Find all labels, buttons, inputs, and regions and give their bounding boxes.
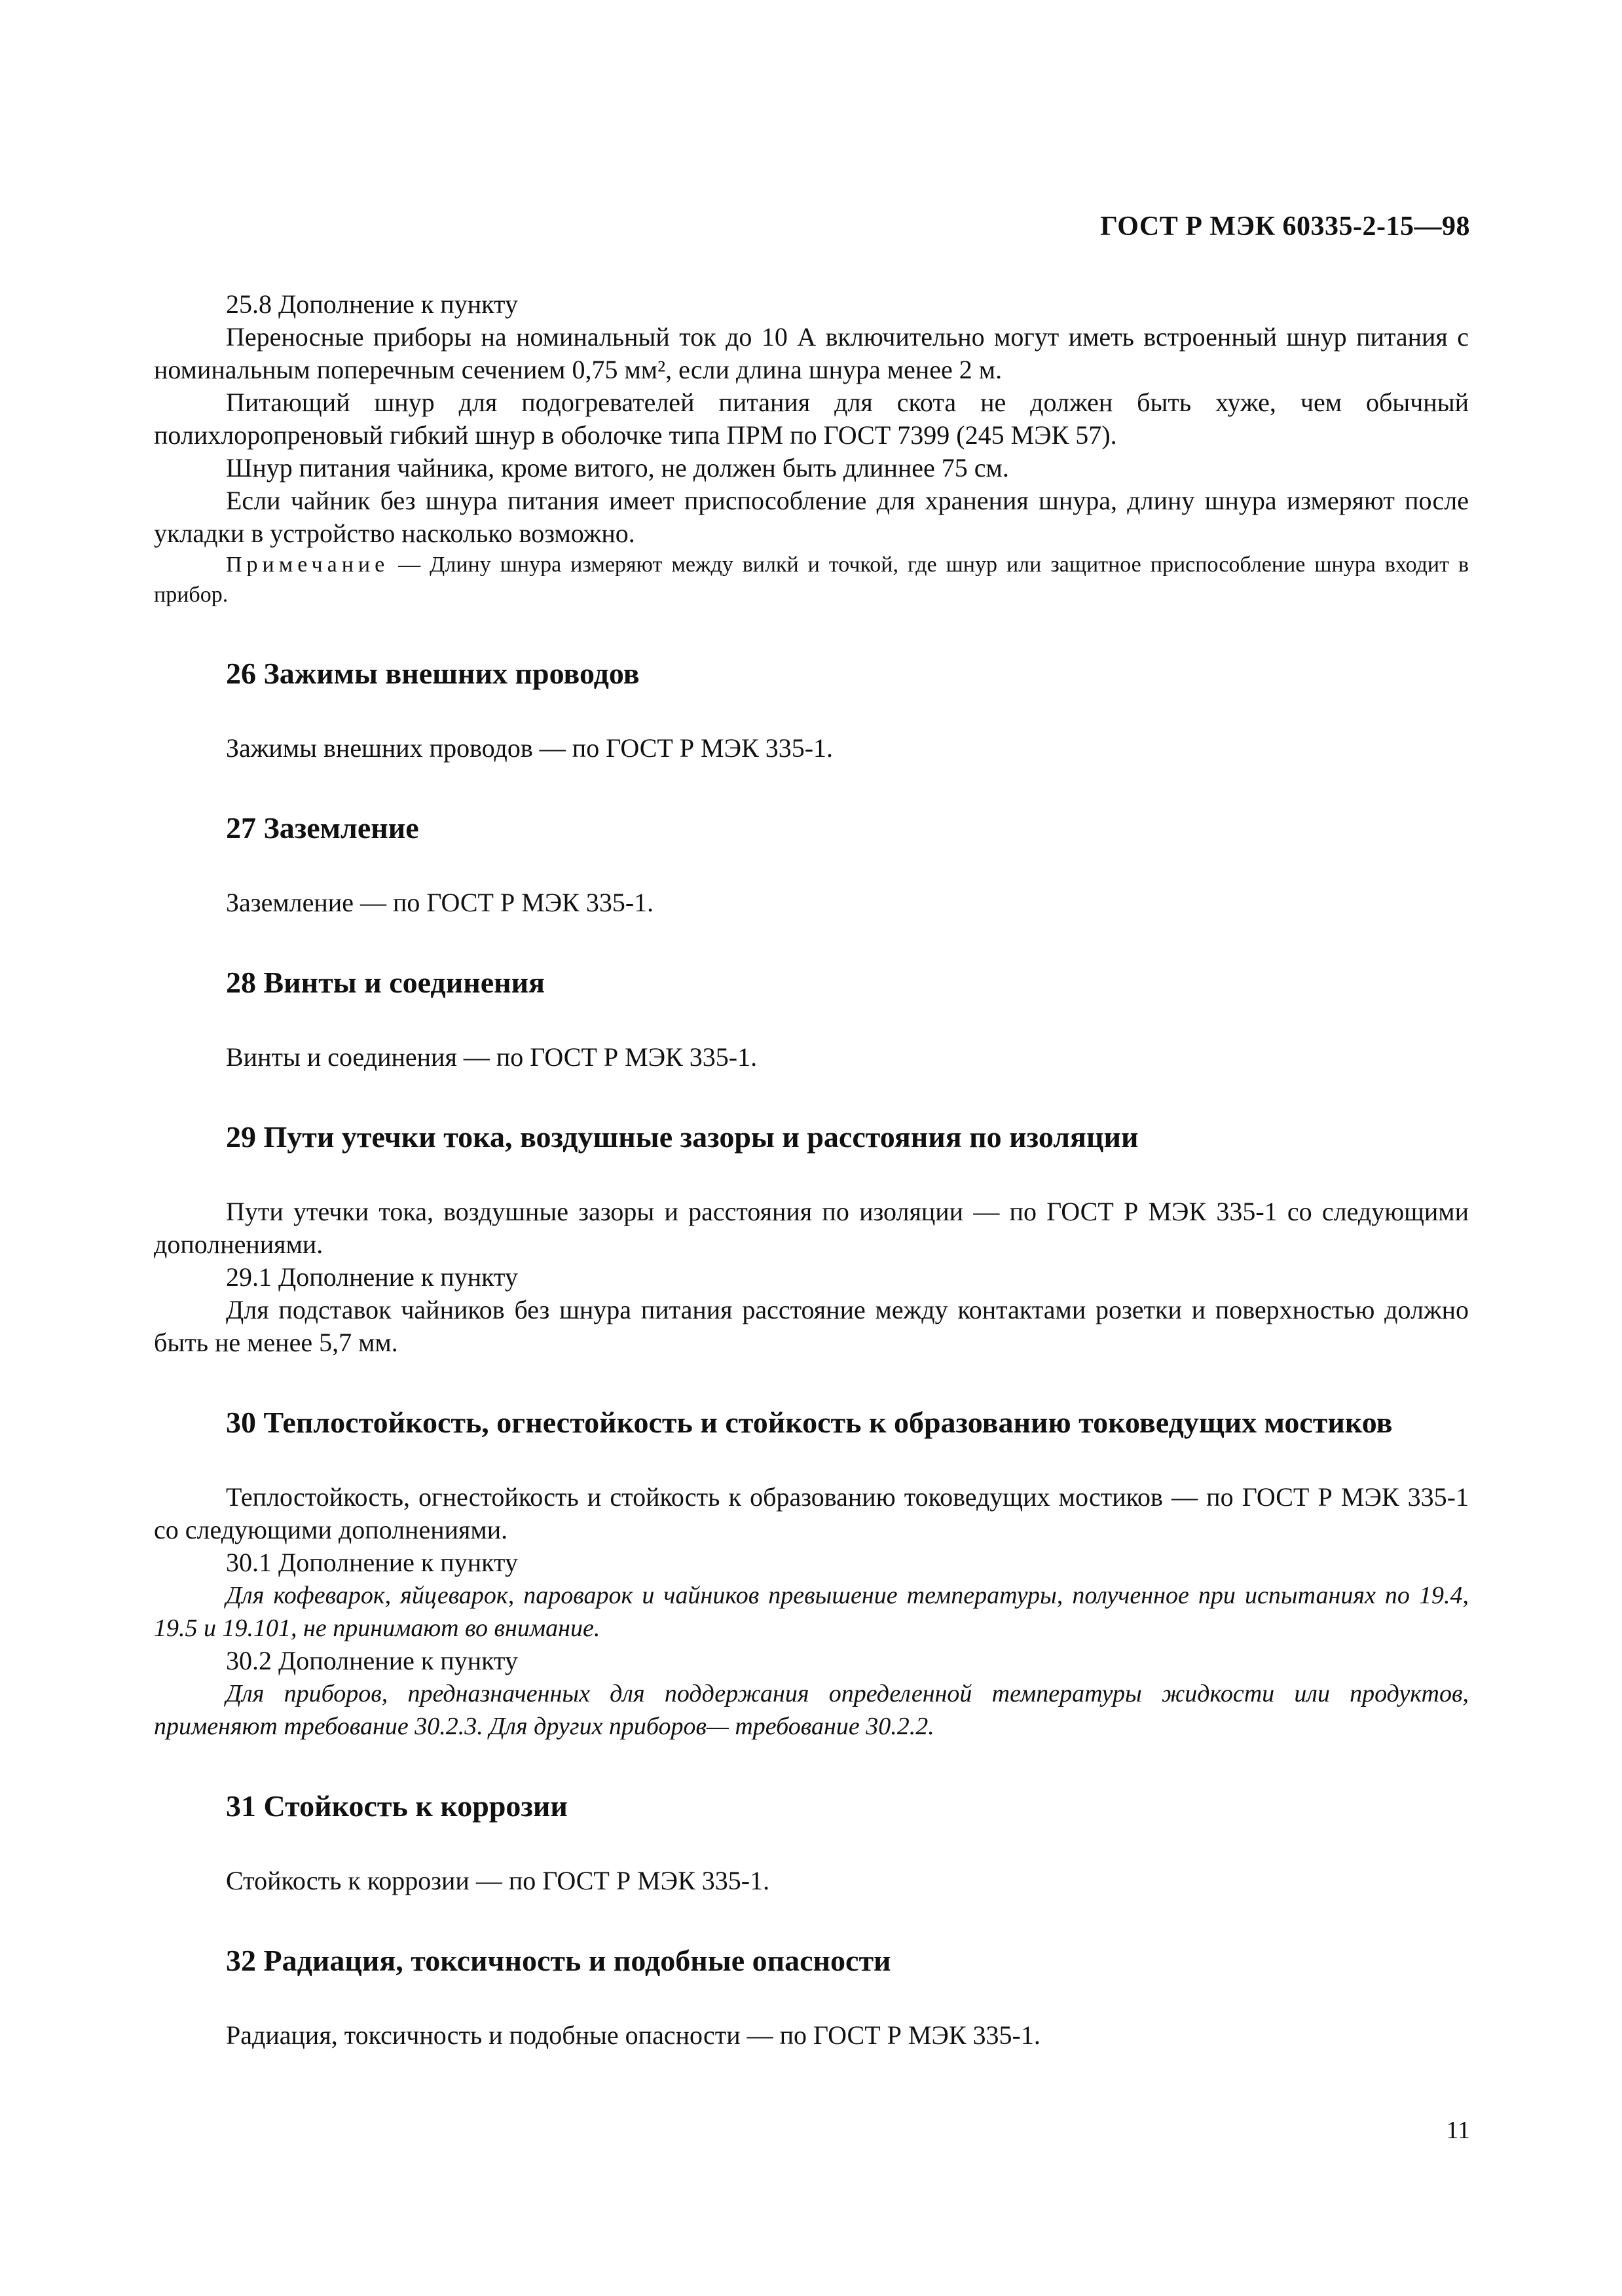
clause-30-2-title: 30.2 Дополнение к пункту (226, 1646, 518, 1675)
section-32-heading: 32 Радиация, токсичность и подобные опасности (226, 1944, 891, 1977)
clause-30-1-body: Для кофеварок, яйцеварок, пароварок и чайников превышение температуры, полученное при испытаниях по 19.4, 19.5 и 19.101, не принимают во внимание. (154, 1582, 1469, 1642)
section-29-body: Пути утечки тока, воздушные зазоры и расстояния по изоляции — по ГОСТ Р МЭК 335-1 со следующими дополнениями. (154, 1197, 1469, 1259)
clause-25-8-paragraph-1: Переносные приборы на номинальный ток до 10 А включительно могут иметь встроенный шнур питания с номинальным поперечным сечением 0,75 мм², если длина шнура менее 2 м. (154, 322, 1469, 384)
section-31-heading: 31 Стойкость к коррозии (226, 1789, 568, 1823)
clause-25-8-paragraph-3: Шнур питания чайника, кроме витого, не должен быть длиннее 75 см. (226, 453, 1009, 483)
clause-25-8-title: 25.8 Дополнение к пункту (226, 289, 518, 319)
clause-25-8-paragraph-2: Питающий шнур для подогревателей питания для скота не должен быть хуже, чем обычный полихлоропреновый гибкий шнур в оболочке типа ПРМ по ГОСТ 7399 (245 МЭК 57). (154, 388, 1469, 450)
section-27-body: Заземление — по ГОСТ Р МЭК 335-1. (226, 888, 654, 917)
section-30-heading: 30 Теплостойкость, огнестойкость и стойкость к образованию токоведущих мостиков (226, 1406, 1393, 1439)
page-content (154, 288, 1469, 2052)
clause-29-1-body: Для подставок чайников без шнура питания расстояние между контактами розетки и поверхностью должно быть не менее 5,7 мм. (154, 1295, 1469, 1357)
clause-25-8-paragraph-4: Если чайник без шнура питания имеет приспособление для хранения шнура, длину шнура измеряют после укладки в устройство насколько возможно. (154, 486, 1469, 548)
section-32-body: Радиация, токсичность и подобные опасности — по ГОСТ Р МЭК 335-1. (226, 2020, 1041, 2050)
section-26-heading: 26 Зажимы внешних проводов (226, 657, 640, 690)
section-27-heading: 27 Заземление (226, 811, 419, 845)
section-28-body: Винты и соединения — по ГОСТ Р МЭК 335-1. (226, 1042, 758, 1072)
clause-30-1-title: 30.1 Дополнение к пункту (226, 1548, 518, 1577)
note-label: Примечание (226, 553, 390, 577)
section-31-body: Стойкость к коррозии — по ГОСТ Р МЭК 335-1. (226, 1866, 770, 1895)
clause-29-1-title: 29.1 Дополнение к пункту (226, 1262, 518, 1292)
clause-25-8-note (154, 550, 1469, 610)
section-30-body: Теплостойкость, огнестойкость и стойкость к образованию токоведущих мостиков — по ГОСТ Р МЭК 335-1 со следующими дополнениями. (154, 1482, 1469, 1544)
standard-designation: ГОСТ Р МЭК 60335-2-15—98 (1100, 211, 1470, 242)
page-number: 11 (1446, 2117, 1470, 2144)
section-28-heading: 28 Винты и соединения (226, 966, 545, 999)
section-26-body: Зажимы внешних проводов — по ГОСТ Р МЭК 335-1. (226, 733, 834, 763)
section-29-heading: 29 Пути утечки тока, воздушные зазоры и расстояния по изоляции (226, 1120, 1139, 1154)
note-text: — Длину шнура измеряют между вилкй и точкой, где шнур или защитное приспособление шнура входит в прибор. (154, 553, 1469, 607)
clause-30-2-body: Для приборов, предназначенных для поддержания определенной температуры жидкости или продуктов, применяют требование 30.2.3. Для других приборов— требование 30.2.2. (154, 1680, 1469, 1740)
